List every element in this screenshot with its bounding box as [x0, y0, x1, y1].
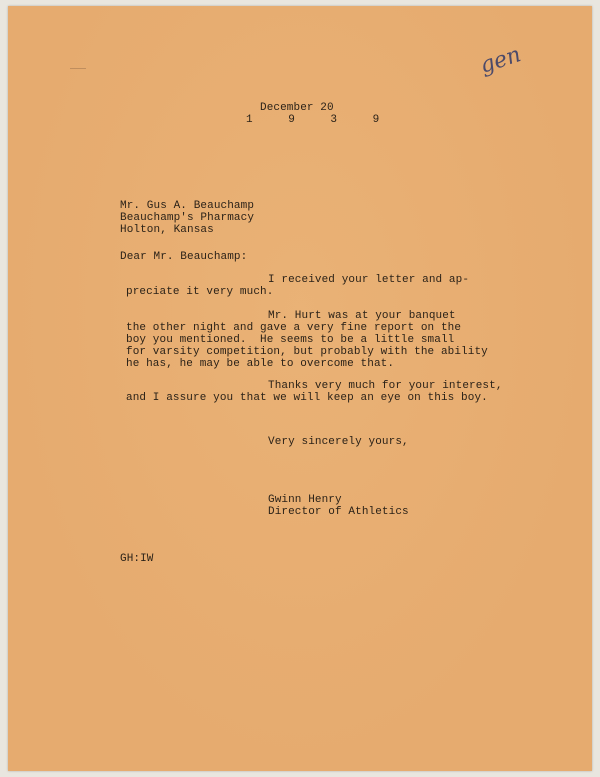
signature-name: Gwinn Henry	[268, 494, 342, 506]
typist-initials: GH:IW	[120, 553, 154, 565]
letter-year: 1 9 3 9	[246, 114, 394, 126]
paragraph-1-line-2: preciate it very much.	[126, 286, 274, 298]
signature-title: Director of Athletics	[268, 506, 409, 518]
paper-mark	[70, 68, 86, 69]
paragraph-1-line-1: I received your letter and ap-	[268, 274, 470, 286]
letter-page	[8, 6, 592, 771]
paragraph-3-line-1: Thanks very much for your interest,	[268, 380, 503, 392]
handwritten-note: gen	[477, 42, 525, 79]
paragraph-2-line-2: the other night and gave a very fine report on the	[126, 322, 462, 334]
paragraph-2-line-3: boy you mentioned. He seems to be a little small	[126, 334, 455, 346]
recipient-company: Beauchamp's Pharmacy	[120, 212, 255, 224]
recipient-city: Holton, Kansas	[120, 224, 214, 236]
letter-date: December 20	[260, 102, 334, 114]
paragraph-3-line-2: and I assure you that we will keep an eye on this boy.	[126, 392, 488, 404]
closing: Very sincerely yours,	[268, 436, 409, 448]
salutation: Dear Mr. Beauchamp:	[120, 251, 248, 263]
paragraph-2-line-4: for varsity competition, but probably with the ability	[126, 346, 488, 358]
recipient-name: Mr. Gus A. Beauchamp	[120, 200, 255, 212]
paragraph-2-line-5: he has, he may be able to overcome that.	[126, 358, 395, 370]
paragraph-2-line-1: Mr. Hurt was at your banquet	[268, 310, 456, 322]
